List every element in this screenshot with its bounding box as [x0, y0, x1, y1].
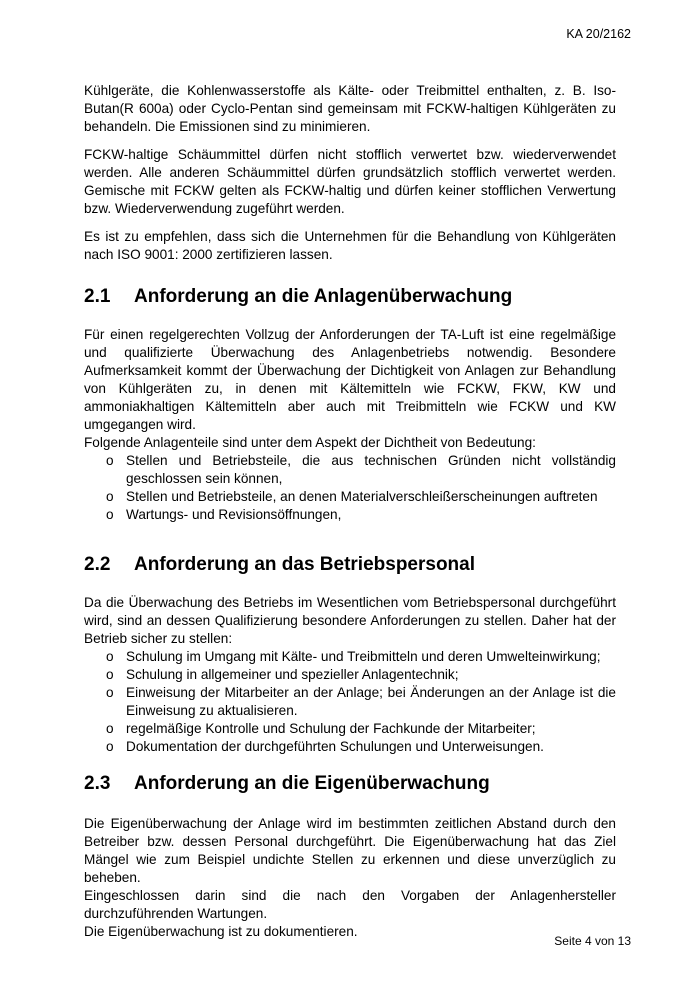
- section-2-2-list: [84, 648, 616, 756]
- section-2-1-paragraph-2: Folgende Anlagenteile sind unter dem Aspekt der Dichtheit von Bedeutung:: [84, 435, 536, 450]
- section-number: 2.3: [84, 773, 111, 794]
- section-title: Anforderung an das Betriebspersonal: [134, 554, 476, 575]
- list-item: o Schulung in allgemeiner und spezieller Anlagentechnik;: [106, 667, 459, 682]
- bullet-icon: o: [106, 721, 114, 736]
- bullet-icon: o: [106, 453, 114, 468]
- list-item: o Stellen und Betriebsteile, die aus technischen Gründen nicht vollständig geschlossen sein können,: [106, 453, 616, 486]
- section-2-1-heading: [84, 285, 616, 309]
- intro-paragraph-2: FCKW-haltige Schäummittel dürfen nicht stofflich verwertet bzw. wiederverwendet werden. Alle anderen Schäummittel dürfen grundsätzlich stofflich verwertet werden. Gemische mit FCKW gelten als FCKW-haltig und dürfen keiner stofflichen Verwertung bzw. Wiederverwendung zugeführt werden.: [84, 147, 616, 216]
- section-title: Anforderung an die Eigenüberwachung: [134, 773, 490, 794]
- list-item: o regelmäßige Kontrolle und Schulung der Fachkunde der Mitarbeiter;: [106, 721, 536, 736]
- bullet-icon: o: [106, 489, 114, 504]
- intro-paragraph-1: Kühlgeräte, die Kohlenwasserstoffe als Kälte- oder Treibmittel enthalten, z. B. Iso-Butan(R 600a) oder Cyclo-Pentan sind gemeinsam mit FCKW-haltigen Kühlgeräten zu behandeln. Die Emissionen sind zu minimieren.: [84, 83, 616, 134]
- document-id: KA 20/2162: [566, 27, 631, 41]
- section-number: 2.2: [84, 554, 111, 575]
- section-2-1-paragraph-1: Für einen regelgerechten Vollzug der Anforderungen der TA-Luft ist eine regelmäßige und qualifizierte Überwachung des Anlagenbetriebs notwendig. Besondere Aufmerksamkeit kommt der Überwachung der Dichtigkeit von Anlagen zur Behandlung von Kühlgeräten zu, in denen mit Kältemitteln wie FCKW, FKW, KW und ammoniakhaltigen Kältemitteln aber auch mit Treibmitteln wie FCKW und KW umgegangen wird.: [84, 327, 616, 432]
- section-2-2-heading: [84, 553, 616, 577]
- list-item: o Stellen und Betriebsteile, an denen Materialverschleißerscheinungen auftreten: [106, 489, 598, 504]
- bullet-icon: o: [106, 667, 114, 682]
- list-item: o Einweisung der Mitarbeiter an der Anlage; bei Änderungen an der Anlage ist die Einweisung zu aktualisieren.: [106, 685, 616, 718]
- section-2-3-paragraph-3: Die Eigenüberwachung ist zu dokumentieren.: [84, 924, 358, 939]
- section-2-3-heading: [84, 772, 616, 796]
- bullet-icon: o: [106, 507, 114, 522]
- section-2-3-paragraph-2: Eingeschlossen darin sind die nach den Vorgaben der Anlagenhersteller durchzuführenden Wartungen.: [84, 888, 616, 921]
- intro-paragraph-3: Es ist zu empfehlen, dass sich die Unternehmen für die Behandlung von Kühlgeräten nach ISO 9001: 2000 zertifizieren lassen.: [84, 229, 616, 262]
- section-title: Anforderung an die Anlagenüberwachung: [134, 286, 513, 307]
- page-content: [84, 82, 616, 941]
- section-2-3-paragraph-1: Die Eigenüberwachung der Anlage wird im bestimmten zeitlichen Abstand durch den Betreiber bzw. dessen Personal durchgeführt. Die Eigenüberwachung hat das Ziel Mängel wie zum Beispiel undichte Stellen zu erkennen und diese unverzüglich zu beheben.: [84, 816, 616, 885]
- list-item: o Dokumentation der durchgeführten Schulungen und Unterweisungen.: [106, 739, 544, 754]
- page-number: Seite 4 von 13: [554, 934, 631, 948]
- list-item: o Wartungs- und Revisionsöffnungen,: [106, 507, 342, 522]
- bullet-icon: o: [106, 739, 114, 754]
- bullet-icon: o: [106, 649, 114, 664]
- bullet-icon: o: [106, 685, 114, 700]
- section-2-1-list: [84, 452, 616, 524]
- list-item: o Schulung im Umgang mit Kälte- und Treibmitteln und deren Umwelteinwirkung;: [106, 649, 601, 664]
- section-number: 2.1: [84, 286, 111, 307]
- section-2-2-paragraph-1: Da die Überwachung des Betriebs im Wesentlichen vom Betriebspersonal durchgeführt wird, sind an dessen Qualifizierung besondere Anforderungen zu stellen. Daher hat der Betrieb sicher zu stellen:: [84, 595, 616, 646]
